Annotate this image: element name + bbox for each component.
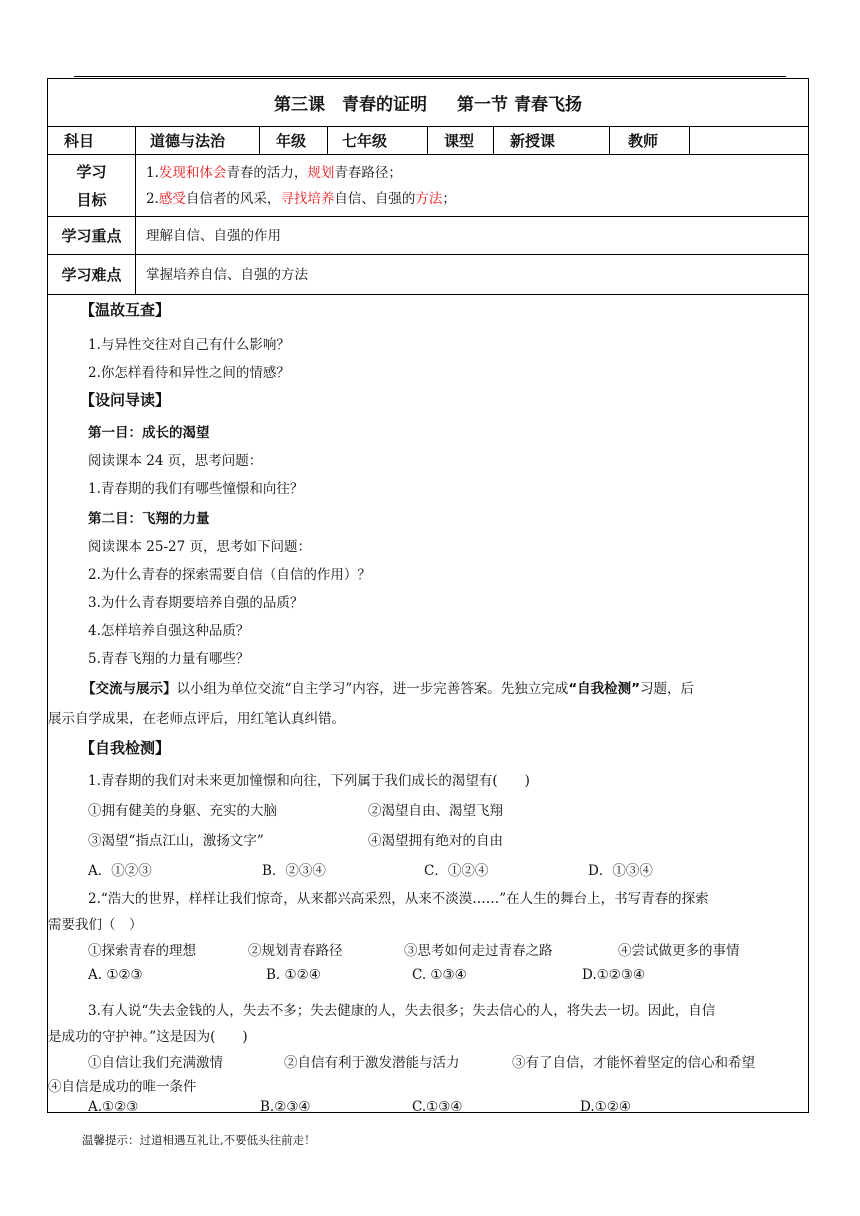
objective-2-text-b: 自信、自强的 xyxy=(334,190,416,207)
type-label: 课型 xyxy=(428,127,494,154)
objective-2-num: 2. xyxy=(146,190,159,207)
objective-2-highlight-b: 寻找培养 xyxy=(280,190,335,207)
q2-option-c: C. ①③④ xyxy=(412,967,467,983)
focus-text: 理解自信、自强的作用 xyxy=(146,227,281,244)
guide-part2-title: 第二目：飞翔的力量 xyxy=(88,511,210,527)
exchange-paragraph-line2: 展示自学成果，在老师点评后，用红笔认真纠错。 xyxy=(48,711,345,727)
grade-label: 年级 xyxy=(260,127,328,154)
q2-option-a: A. ①②③ xyxy=(88,967,143,983)
difficulty-text: 掌握培养自信、自强的方法 xyxy=(146,266,308,283)
guide-question-4: 4.怎样培养自强这种品质？ xyxy=(88,623,250,639)
q2-statement-4: ④尝试做更多的事情 xyxy=(618,943,740,959)
header-rule xyxy=(74,76,786,77)
q3-option-c: C.①③④ xyxy=(412,1099,463,1113)
q3-statement-3: ③有了自信，才能怀着坚定的信心和希望 xyxy=(512,1055,755,1071)
objective-1-text-b: 青春路径； xyxy=(334,164,402,181)
objectives-content xyxy=(136,155,808,216)
objective-1-highlight-b: 规划 xyxy=(307,164,335,181)
footer-tip: 温馨提示：过道相遇互礼让,不要低头往前走！ xyxy=(82,1133,316,1147)
exchange-paragraph-line1 xyxy=(82,677,694,697)
focus-value xyxy=(136,217,808,254)
lesson-title-part1: 第三课 青春的证明 xyxy=(274,95,428,115)
q2-statement-1: ①探索青春的理想 xyxy=(88,943,196,959)
selftest-heading: 【自我检测】 xyxy=(80,739,171,757)
q2-statement-2: ②规划青春路径 xyxy=(248,943,343,959)
guide-part2-read: 阅读课本 25-27 页，思考如下问题： xyxy=(88,539,312,555)
review-question-2: 2.你怎样看待和异性之间的情感？ xyxy=(88,365,290,381)
objective-2-highlight-c: 方法 xyxy=(415,190,443,207)
q1-option-a: A．①②③ xyxy=(88,863,152,879)
q1-option-c: C．①②④ xyxy=(424,863,489,879)
q3-statement-4: ④自信是成功的唯一条件 xyxy=(48,1079,197,1095)
exchange-text-b: 习题，后 xyxy=(640,681,695,697)
guide-part1-title: 第一目：成长的渴望 xyxy=(88,425,210,441)
q1-option-b: B．②③④ xyxy=(262,863,326,879)
q3-statement-2: ②自信有利于激发潜能与活力 xyxy=(284,1055,460,1071)
type-value: 新授课 xyxy=(494,127,610,154)
q2-option-b: B. ①②④ xyxy=(266,967,321,983)
q3-option-d: D.①②④ xyxy=(580,1099,631,1113)
focus-label: 学习重点 xyxy=(48,217,136,254)
q3-option-a: A.①②③ xyxy=(88,1099,139,1113)
q3-stem-line1: 3.有人说“失去金钱的人，失去不多；失去健康的人，失去很多；失去信心的人，将失去一切。因此，自信 xyxy=(88,1003,716,1019)
q2-stem-line1: 2.“浩大的世界，样样让我们惊奇，从来都兴高采烈，从来不淡漠……”在人生的舞台上，书写青春的探索 xyxy=(88,891,709,907)
exchange-bold: “自我检测” xyxy=(568,681,641,697)
guide-question-1: 1.青春期的我们有哪些憧憬和向往？ xyxy=(88,481,304,497)
objective-1-num: 1. xyxy=(146,164,159,181)
lesson-plan-table xyxy=(47,78,809,1113)
objective-2-text-c: ； xyxy=(442,190,456,207)
q3-stem-line2: 是成功的守护神。”这是因为( ) xyxy=(48,1029,248,1045)
focus-row xyxy=(48,217,808,255)
teacher-label: 教师 xyxy=(610,127,690,154)
review-heading: 【温故互查】 xyxy=(80,301,171,319)
lesson-title-part2: 第一节 青春飞扬 xyxy=(457,95,582,115)
difficulty-label: 学习难点 xyxy=(48,255,136,294)
q1-option-d: D．①③④ xyxy=(588,863,653,879)
exchange-text-a: 以小组为单位交流“自主学习”内容，进一步完善答案。先独立完成 xyxy=(176,681,569,697)
objective-1-highlight-a: 发现和体会 xyxy=(158,164,227,181)
subject-value: 道德与法治 xyxy=(136,127,260,154)
guide-question-5: 5.青春飞翔的力量有哪些？ xyxy=(88,651,250,667)
q1-statement-2: ②渴望自由、渴望飞翔 xyxy=(368,803,503,819)
guide-part1-read: 阅读课本 24 页，思考问题： xyxy=(88,453,263,469)
objective-2-highlight-a: 感受 xyxy=(158,190,186,207)
review-question-1: 1.与异性交往对自己有什么影响？ xyxy=(88,337,290,353)
q1-statement-3: ③渴望“指点江山，激扬文字” xyxy=(88,833,264,849)
objectives-row xyxy=(48,155,808,217)
guide-heading: 【设问导读】 xyxy=(80,391,171,409)
objective-1 xyxy=(146,160,808,186)
meta-row xyxy=(48,127,808,155)
grade-value: 七年级 xyxy=(328,127,428,154)
difficulty-row xyxy=(48,255,808,295)
objectives-label xyxy=(48,155,136,216)
guide-question-3: 3.为什么青春期要培养自强的品质？ xyxy=(88,595,304,611)
q1-stem: 1.青春期的我们对未来更加憧憬和向往，下列属于我们成长的渴望有( ) xyxy=(88,773,530,789)
q1-statement-4: ④渴望拥有绝对的自由 xyxy=(368,833,503,849)
subject-label: 科目 xyxy=(48,127,136,154)
q2-statement-3: ③思考如何走过青春之路 xyxy=(404,943,553,959)
q1-statement-1: ①拥有健美的身躯、充实的大脑 xyxy=(88,803,277,819)
objectives-label-line1: 学习 xyxy=(76,162,107,181)
lesson-title xyxy=(48,79,808,127)
q2-stem-line2: 需要我们（ ） xyxy=(48,917,143,933)
teacher-value xyxy=(690,127,808,154)
objective-2 xyxy=(146,186,808,212)
q2-option-d: D.①②③④ xyxy=(582,967,646,983)
objectives-label-line2: 目标 xyxy=(76,190,107,209)
q3-statement-1: ①自信让我们充满激情 xyxy=(88,1055,223,1071)
exchange-heading: 【交流与展示】 xyxy=(82,681,177,697)
difficulty-value xyxy=(136,255,808,294)
objective-1-text-a: 青春的活力， xyxy=(226,164,308,181)
objective-2-text-a: 自信者的风采， xyxy=(185,190,281,207)
q3-option-b: B.②③④ xyxy=(260,1099,311,1113)
guide-question-2: 2.为什么青春的探索需要自信（自信的作用）？ xyxy=(88,567,371,583)
